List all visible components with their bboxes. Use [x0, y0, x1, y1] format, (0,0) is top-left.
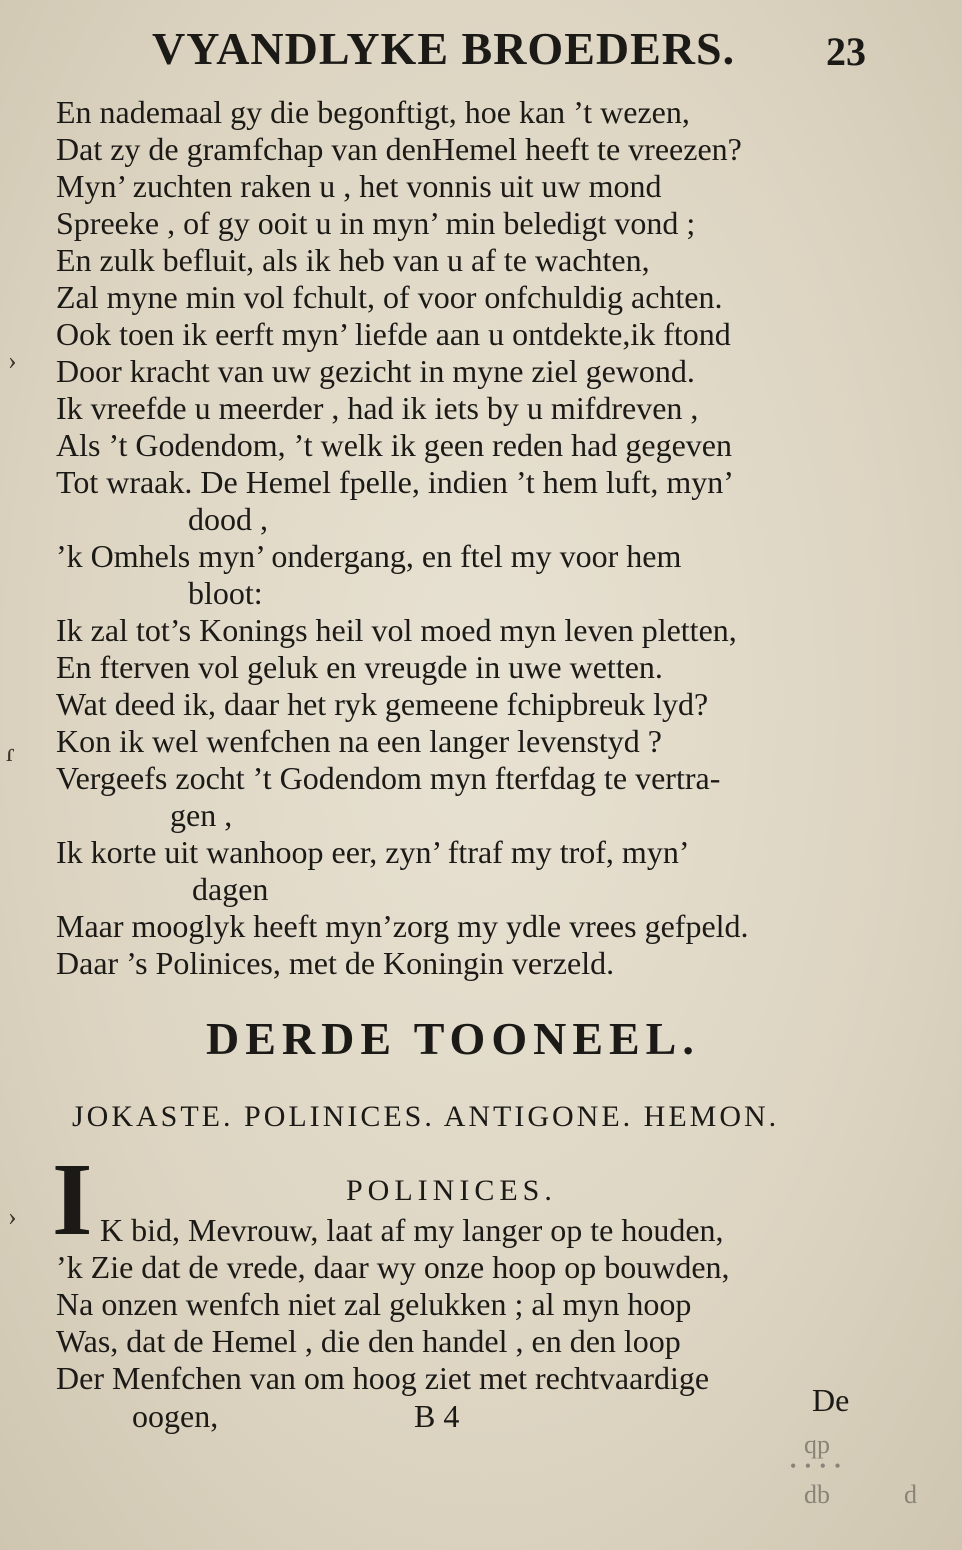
margin-mark: ɾ	[6, 738, 15, 767]
verse-line: Zal myne min vol fchult, of voor onfchuldig achten.	[56, 279, 723, 315]
speaker-name: POLINICES.	[346, 1174, 557, 1207]
verse-line: Wat deed ik, daar het ryk gemeene fchipbreuk lyd?	[56, 686, 709, 722]
verse-line: Vergeefs zocht ’t Godendom myn fterfdag te vertra-	[56, 760, 721, 796]
verse-line-continuation: bloot:	[188, 575, 263, 611]
verse-line-continuation: gen ,	[170, 797, 233, 833]
verse-line: Ook toen ik eerft myn’ liefde aan u ontdekte,ik ftond	[56, 316, 731, 352]
verse-line: Dat zy de gramfchap van denHemel heeft te vreezen?	[56, 131, 742, 167]
verse-line: En nademaal gy die begonftigt, hoe kan ’t wezen,	[56, 94, 690, 130]
page-header	[0, 22, 962, 82]
verse-line: Myn’ zuchten raken u , het vonnis uit uw mond	[56, 168, 662, 204]
verse-line-continuation: oogen,	[132, 1398, 219, 1434]
verse-line: ’k Zie dat de vrede, daar wy onze hoop op bouwden,	[56, 1249, 730, 1285]
running-title: VYANDLYKE BROEDERS.	[152, 23, 736, 74]
library-stamp-watermark: qp • • • • db d	[790, 1430, 917, 1509]
verse-line: Ik korte uit wanhoop eer, zyn’ ftraf my trof, myn’	[56, 834, 690, 870]
verse-line: Ik vreefde u meerder , had ik iets by u mifdreven ,	[56, 390, 699, 426]
verse-line: Tot wraak. De Hemel fpelle, indien ’t hem luft, myn’	[56, 464, 734, 500]
verse-line: Der Menfchen van om hoog ziet met rechtvaardige	[56, 1360, 710, 1396]
margin-mark: ›	[8, 1202, 17, 1231]
verse-line: ’k Omhels myn’ ondergang, en ftel my voor hem	[56, 538, 682, 574]
verse-line: En zulk befluit, als ik heb van u af te wachten,	[56, 242, 650, 278]
catchword: De	[812, 1382, 850, 1418]
cast-list: JOKASTE. POLINICES. ANTIGONE. HEMON.	[72, 1100, 780, 1133]
verse-line: K bid, Mevrouw, laat af my langer op te houden,	[100, 1212, 724, 1248]
verse-line: Als ’t Godendom, ’t welk ik geen reden had gegeven	[56, 427, 732, 463]
verse-line: Door kracht van uw gezicht in myne ziel gewond.	[56, 353, 695, 389]
scene-title: DERDE TOONEEL.	[206, 1013, 700, 1064]
page-number: 23	[826, 29, 866, 74]
verse-line-continuation: dood ,	[188, 501, 268, 537]
verse-line: Was, dat de Hemel , die den handel , en den loop	[56, 1323, 681, 1359]
margin-mark: ›	[8, 346, 17, 375]
drop-cap: I	[52, 1142, 93, 1257]
verse-line: Daar ’s Polinices, met de Koningin verzeld.	[56, 945, 615, 981]
verse-line-continuation: dagen	[192, 871, 269, 907]
verse-line: Spreeke , of gy ooit u in myn’ min beledigt vond ;	[56, 205, 696, 241]
verse-line: Kon ik wel wenfchen na een langer levenstyd ?	[56, 723, 662, 759]
verse-line: Ik zal tot’s Konings heil vol moed myn leven pletten,	[56, 612, 737, 648]
verse-line: Na onzen wenfch niet zal gelukken ; al myn hoop	[56, 1286, 692, 1322]
verse-line: En fterven vol geluk en vreugde in uwe wetten.	[56, 649, 663, 685]
verse-line: Maar mooglyk heeft myn’zorg my ydle vrees gefpeld.	[56, 908, 749, 944]
signature-mark: B 4	[414, 1398, 460, 1434]
